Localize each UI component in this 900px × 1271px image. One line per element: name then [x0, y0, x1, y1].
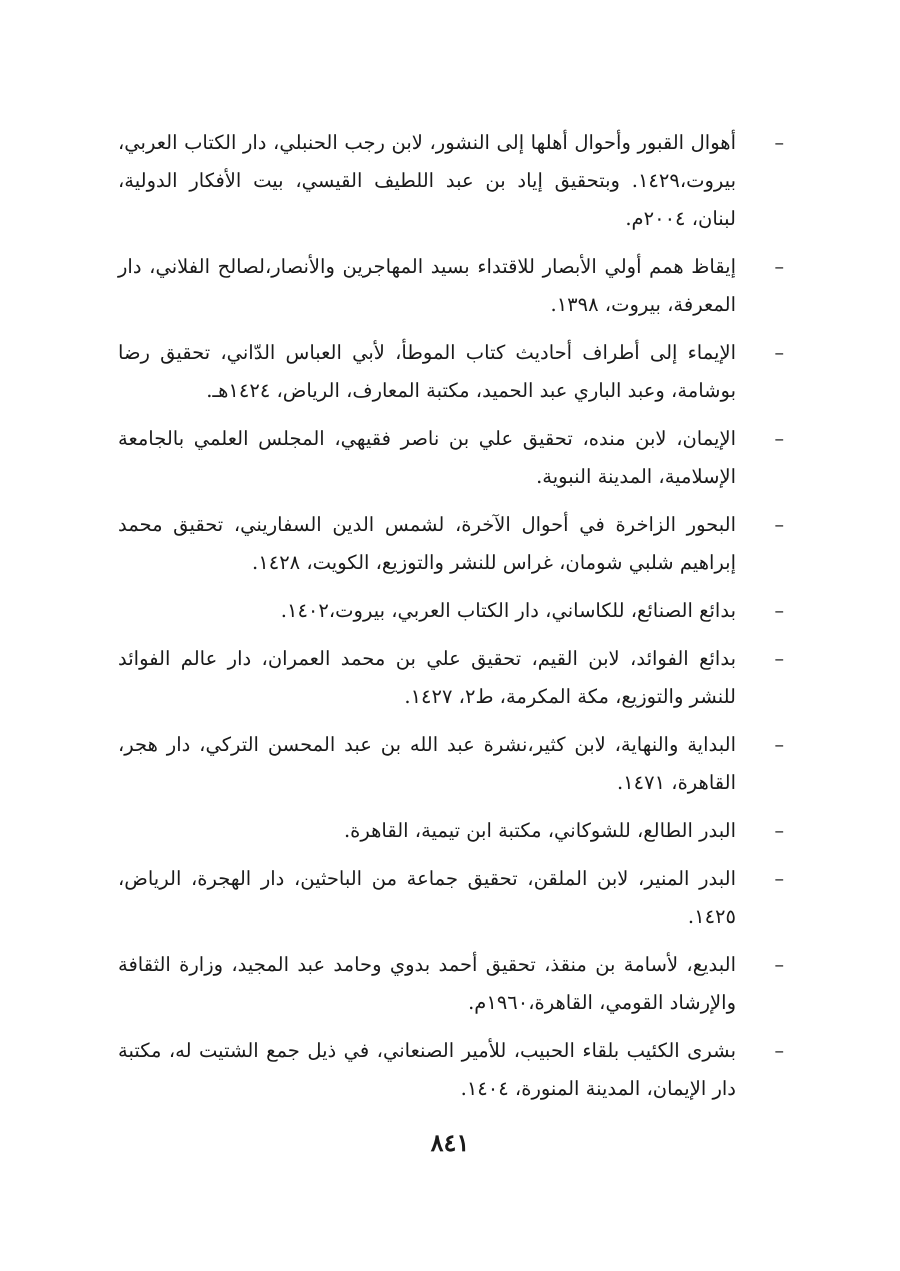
- bibliography-entry: [118, 946, 784, 1022]
- entry-text: بدائع الفوائد، لابن القيم، تحقيق علي بن محمد العمران، دار عالم الفوائد للنشر والتوزيع، مكة المكرمة، ط٢، ١٤٢٧.: [118, 647, 736, 708]
- bullet-dash: –: [774, 428, 784, 450]
- entry-text: البديع، لأسامة بن منقذ، تحقيق أحمد بدوي وحامد عبد المجيد، وزارة الثقافة والإرشاد القومي، القاهرة،١٩٦٠م.: [118, 953, 736, 1014]
- bullet-dash: –: [774, 734, 784, 756]
- entry-text: بدائع الصنائع، للكاساني، دار الكتاب العربي، بيروت،١٤٠٢.: [280, 599, 736, 622]
- bullet-dash: –: [774, 648, 784, 670]
- bibliography-entry: [118, 334, 784, 410]
- bibliography-entry: [118, 640, 784, 716]
- bibliography-entry: [118, 420, 784, 496]
- bullet-dash: –: [774, 132, 784, 154]
- bibliography-list: [118, 124, 784, 1118]
- entry-text: الإيمان، لابن منده، تحقيق علي بن ناصر فقيهي، المجلس العلمي بالجامعة الإسلامية، المدينة النبوية.: [118, 427, 736, 488]
- bullet-dash: –: [774, 256, 784, 278]
- entry-text: البحور الزاخرة في أحوال الآخرة، لشمس الدين السفاريني، تحقيق محمد إبراهيم شلبي شومان، غراس للنشر والتوزيع، الكويت، ١٤٢٨.: [118, 513, 736, 574]
- page-number: ٨٤١: [430, 1128, 470, 1157]
- entry-text: بشرى الكئيب بلقاء الحبيب، للأمير الصنعاني، في ذيل جمع الشتيت له، مكتبة دار الإيمان، المدينة المنورة، ١٤٠٤.: [118, 1039, 736, 1100]
- bullet-dash: –: [774, 514, 784, 536]
- bibliography-entry: [118, 124, 784, 238]
- bibliography-entry: [118, 812, 784, 850]
- bibliography-entry: [118, 592, 784, 630]
- bullet-dash: –: [774, 954, 784, 976]
- bullet-dash: –: [774, 820, 784, 842]
- entry-text: الإيماء إلى أطراف أحاديث كتاب الموطأ، لأبي العباس الدّاني، تحقيق رضا بوشامة، وعبد الباري عبد الحميد، مكتبة المعارف، الرياض، ١٤٢٤هـ.: [118, 341, 736, 402]
- bibliography-entry: [118, 506, 784, 582]
- entry-text: البداية والنهاية، لابن كثير،نشرة عبد الله بن عبد المحسن التركي، دار هجر، القاهرة، ١٤٧١.: [118, 733, 736, 794]
- bullet-dash: –: [774, 600, 784, 622]
- entry-text: إيقاظ همم أولي الأبصار للاقتداء بسيد المهاجرين والأنصار،لصالح الفلاني، دار المعرفة، بيروت، ١٣٩٨.: [118, 255, 736, 316]
- entry-text: البدر الطالع، للشوكاني، مكتبة ابن تيمية، القاهرة.: [343, 819, 736, 842]
- bibliography-entry: [118, 1032, 784, 1108]
- bullet-dash: –: [774, 868, 784, 890]
- bullet-dash: –: [774, 342, 784, 364]
- bibliography-entry: [118, 726, 784, 802]
- bibliography-entry: [118, 860, 784, 936]
- bullet-dash: –: [774, 1040, 784, 1062]
- bibliography-entry: [118, 248, 784, 324]
- entry-text: أهوال القبور وأحوال أهلها إلى النشور، لابن رجب الحنبلي، دار الكتاب العربي، بيروت،١٤٢٩. وبتحقيق إياد بن عبد اللطيف القيسي، بيت الأفكار الدولية، لبنان، ٢٠٠٤م.: [118, 131, 736, 230]
- entry-text: البدر المنير، لابن الملقن، تحقيق جماعة من الباحثين، دار الهجرة، الرياض، ١٤٢٥.: [118, 867, 736, 928]
